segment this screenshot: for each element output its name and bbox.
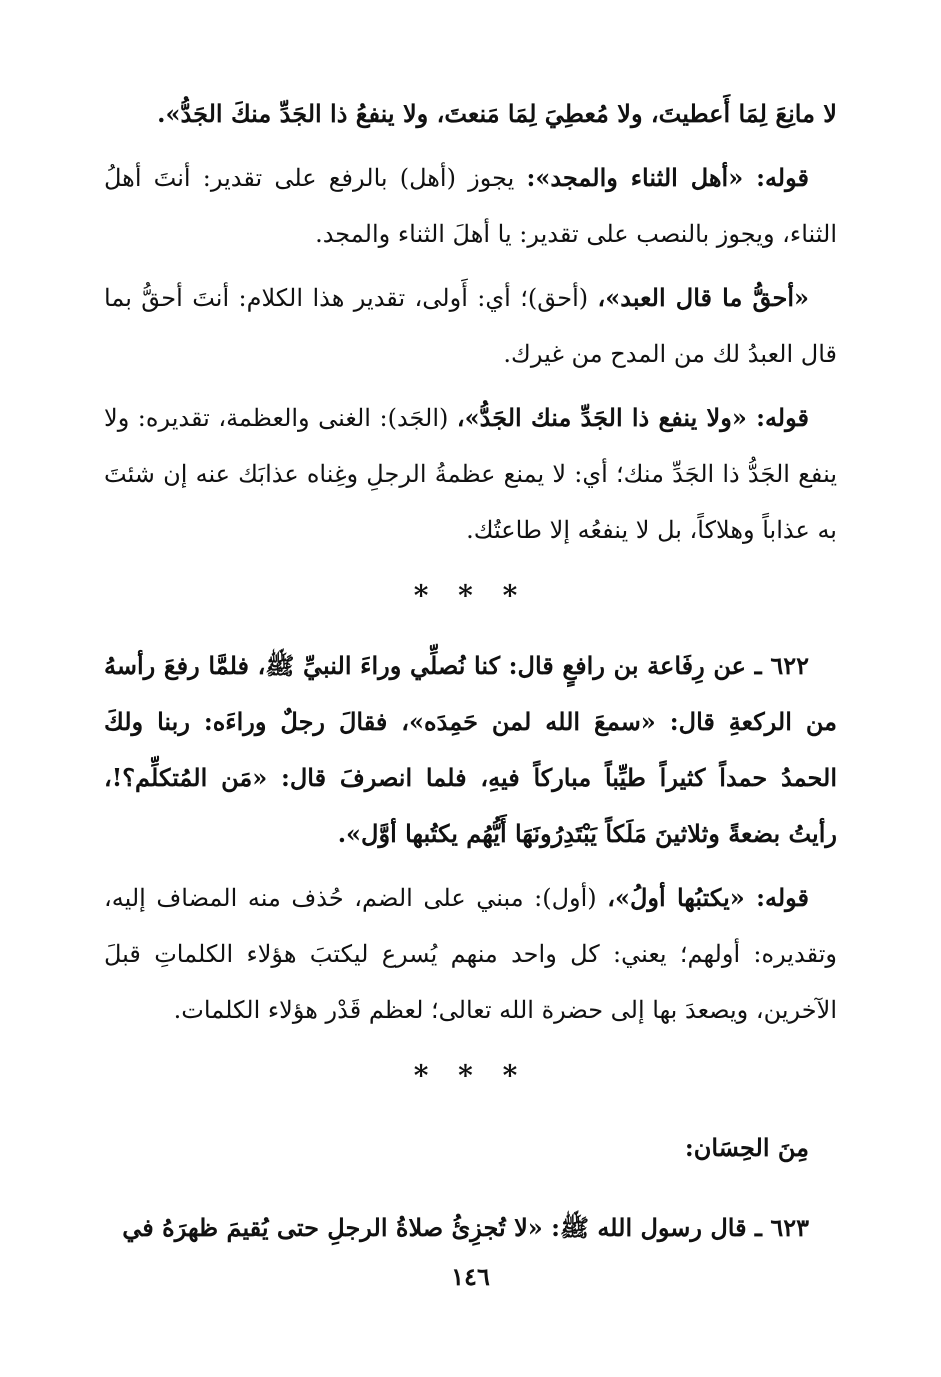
page-number: ١٤٦	[451, 1262, 490, 1291]
commentary-text: يجوز (أهل) بالرفع على تقدير: أنتَ أهلُ الثناء، ويجوز بالنصب على تقدير: يا أهلَ الثناء والمجد.	[104, 164, 837, 248]
document-page	[104, 86, 837, 1317]
section-heading: مِنَ الحِسَان:	[684, 1133, 809, 1162]
paragraph-commentary-2	[104, 270, 837, 382]
paragraph-hadith-623	[104, 1200, 837, 1256]
paragraph-commentary-4	[104, 870, 837, 1038]
section-separator: * * *	[413, 579, 528, 612]
commentary-lead: قوله: «ولا ينفع ذا الجَدِّ منك الجَدُّ»،	[456, 403, 809, 432]
paragraph-commentary-3	[104, 390, 837, 558]
paragraph-hadith-ending	[104, 86, 837, 142]
paragraph-commentary-1	[104, 150, 837, 262]
hadith-text: لا مانِعَ لِمَا أَعطيتَ، ولا مُعطِيَ لِمَا مَنعتَ، ولا ينفعُ ذا الجَدِّ منكَ الجَدُّ».	[157, 99, 837, 128]
paragraph-hadith-622	[104, 638, 837, 862]
commentary-text: (أحق)؛ أي: أَولى، تقدير هذا الكلام: أنتَ أحقُّ بما قال العبدُ لك من المدح من غيرك.	[104, 284, 837, 368]
commentary-lead: «أحقُّ ما قال العبد»،	[597, 283, 809, 312]
hadith-text: ٦٢٢ ـ عن رِفَاعة بن رافعٍ قال: كنا نُصلِّي وراءَ النبيِّ ﷺ، فلمَّا رفعَ رأسهُ من الركعةِ قال: «سمعَ الله لمن حَمِدَه»، فقالَ رجلٌ وراءَه: ربنا ولكَ الحمدُ حمداً كثيراً طيِّباً مباركاً فيهِ، فلما انصرفَ قال: «مَن المُتكلِّم؟!، رأيتُ بضعةً وثلاثينَ مَلَكاً يَبْتَدِرُونَهَا أَيُّهُم يكتُبها أوَّل».	[104, 651, 837, 848]
hadith-text: ٦٢٣ ـ قال رسول الله ﷺ: «لا تُجزِئُ صلاةُ الرجلِ حتى يُقيمَ ظهرَهُ في	[122, 1213, 809, 1242]
commentary-lead: قوله: «أهل الثناء والمجد»:	[526, 163, 809, 192]
commentary-lead: قوله: «يكتبُها أولُ»،	[607, 883, 810, 912]
commentary-text: (أول): مبني على الضم، حُذف منه المضاف إليه، وتقديره: أولهم؛ يعني: كل واحد منهم يُسرع ليكتبَ هؤلاء الكلماتِ قبلَ الآخرين، ويصعدَ بها إلى حضرة الله تعالى؛ لعظم قَدْر هؤلاء الكلمات.	[104, 884, 837, 1024]
commentary-text: (الجَد): الغنى والعظمة، تقديره: ولا ينفع الجَدُّ ذا الجَدِّ منك؛ أي: لا يمنع عظمةُ الرجلِ وغِناه عذابَك عنه إن شئتَ به عذاباً وهلاكاً، بل لا ينفعُه إلا طاعتُك.	[104, 404, 837, 544]
section-separator: * * *	[413, 1059, 528, 1092]
